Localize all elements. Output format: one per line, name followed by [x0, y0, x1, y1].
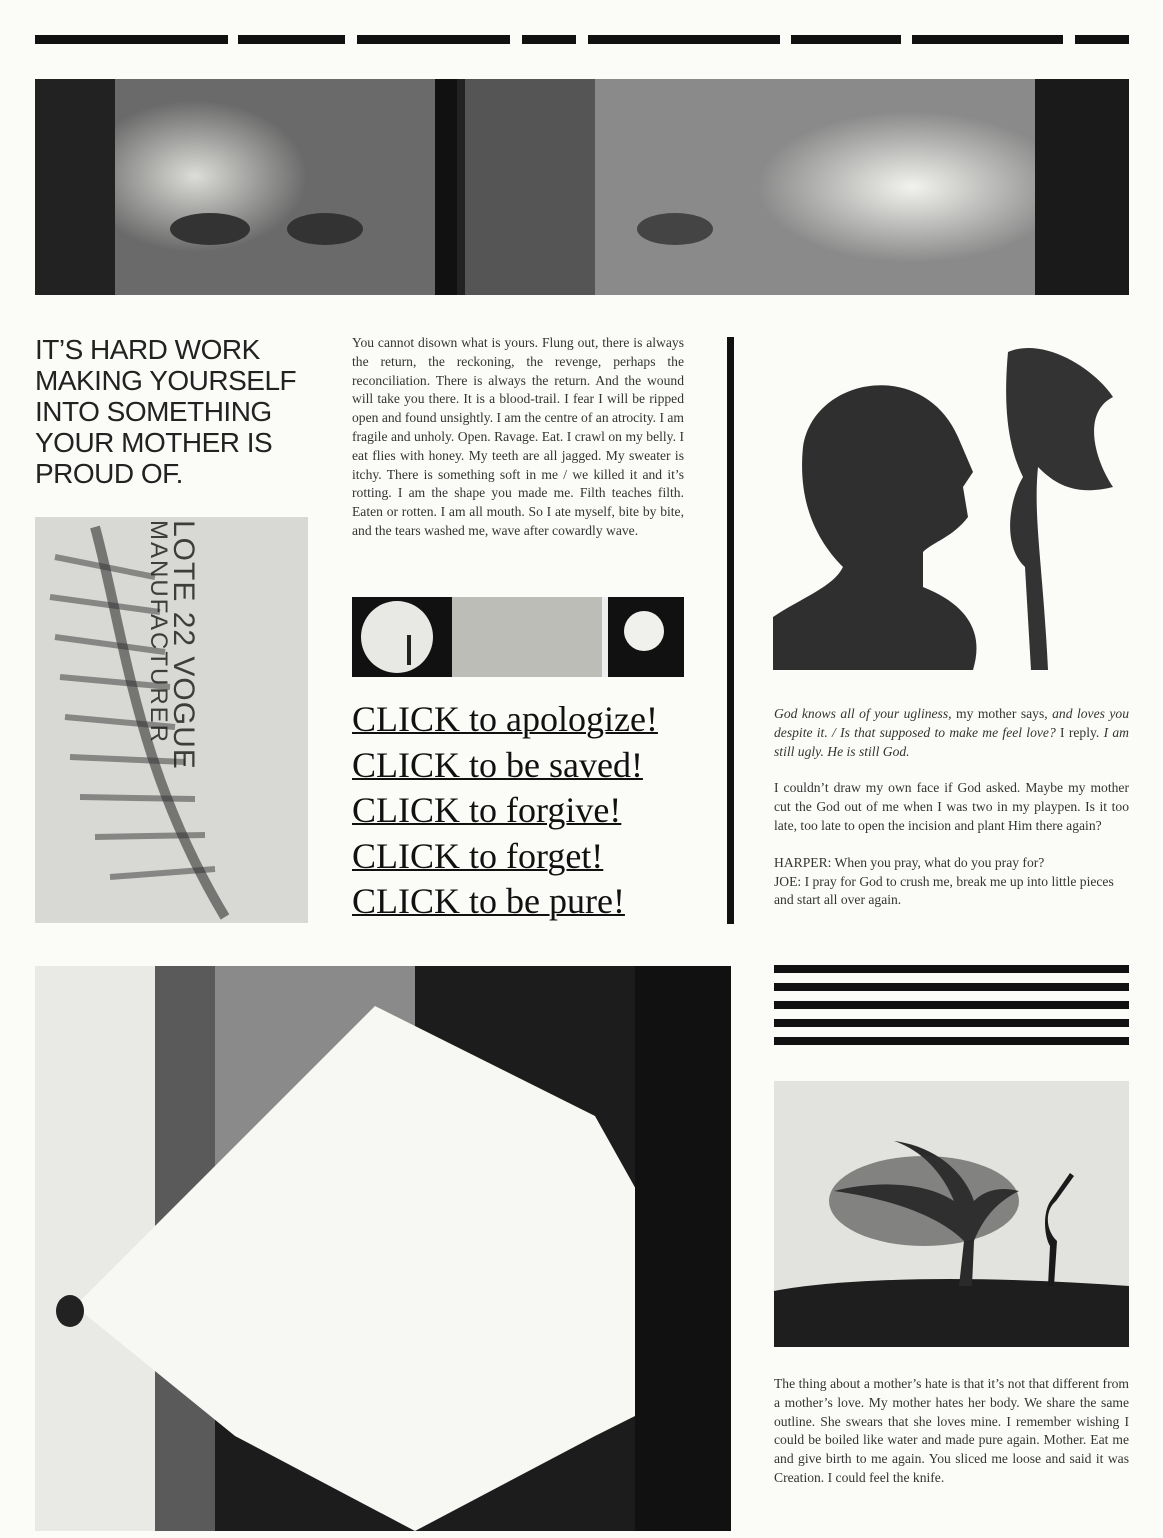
- list-item: [352, 835, 697, 881]
- intro-paragraph: [352, 334, 684, 541]
- faces-banner-image: [35, 79, 1129, 295]
- divider-segment: [588, 35, 780, 44]
- list-item: [352, 744, 697, 790]
- divider-segment: [1075, 35, 1129, 44]
- stacked-bar: [774, 965, 1129, 973]
- click-link-list: [352, 698, 697, 926]
- divider-segment: [357, 35, 510, 44]
- quote-text: I reply.: [1055, 724, 1104, 740]
- click-link-forget[interactable]: CLICK to forget!: [352, 835, 604, 876]
- quote-italic: and loves you despite it. / Is that supposed to make me feel love?: [774, 706, 1129, 740]
- right-column-text: [774, 705, 1129, 910]
- quote-text: my mother says,: [951, 706, 1053, 721]
- stacked-bar: [774, 1001, 1129, 1009]
- android-profile-image: [773, 337, 1129, 670]
- vertical-divider: [727, 337, 734, 924]
- divider-segment: [791, 35, 901, 44]
- quote-italic: I am still ugly. He is still God.: [774, 724, 1129, 759]
- click-link-be-saved[interactable]: CLICK to be saved!: [352, 744, 643, 785]
- divider-segment: [35, 35, 228, 44]
- click-link-forgive[interactable]: CLICK to forgive!: [352, 790, 622, 830]
- windswept-tree-image: [774, 1081, 1129, 1347]
- abstract-light-image: [35, 966, 731, 1531]
- mother-quote-paragraph: [774, 705, 1129, 761]
- stacked-bar: [774, 1019, 1129, 1027]
- click-link-apologize[interactable]: CLICK to apologize!: [352, 699, 658, 739]
- intro-paragraph-text: You cannot disown what is yours. Flung out, there is always the return, the reckoning, the revenge, perhaps the reconciliation. There is always the return. And the wound will take you there. It is a blood-trail. I fear I will be ripped open and found unsightly. I am the centre of an atrocity. I am fragile and unholy. Open. Ravage. Eat. I crawl on my belly. I eat flies with honey. My teeth are all jagged. My sweater is itchy. There is something soft in me / we killed it and it’s rotting. I am the shape you made me. Filth teaches filth. Eaten or rotten. I am all mouth. So I ate myself, bite by bite, and the tears washed me, wave after cowardly wave.: [352, 335, 684, 538]
- dialogue-joe: JOE: I pray for God to crush me, break me up into little pieces and start all over again.: [774, 873, 1114, 908]
- triptych-strip-image: [352, 597, 684, 677]
- quote-italic: God knows all of your ugliness,: [774, 706, 952, 721]
- stacked-bar: [774, 983, 1129, 991]
- draw-face-paragraph: I couldn’t draw my own face if God asked. Maybe my mother cut the God out of me when I was two in my playpen. Is it too late, too late to open the incision and plant Him there again?: [774, 780, 1129, 833]
- stacked-bar: [774, 1037, 1129, 1045]
- list-item: [352, 880, 697, 926]
- divider-segment: [522, 35, 576, 44]
- divider-segment: [238, 35, 345, 44]
- click-link-be-pure[interactable]: CLICK to be pure!: [352, 881, 625, 921]
- closing-paragraph: [774, 1375, 1129, 1488]
- collage-vertical-text: [144, 520, 200, 920]
- list-item: [352, 698, 697, 744]
- divider-segment: [912, 35, 1063, 44]
- closing-paragraph-text: The thing about a mother’s hate is that it’s not that different from a mother’s love. My mother hates her body. We share the same outline. She swears that she loves mine. I remember wishing I could be boiled like water and made pure again. Mother. Eat me and give birth to me again. You sliced me loose and said it was Creation. I could feel the knife.: [774, 1376, 1129, 1485]
- collage-text-line1: LOTE 22 VOGUE: [167, 520, 200, 770]
- dialogue-paragraph: [774, 854, 1129, 910]
- list-item: [352, 789, 697, 835]
- headline: IT’S HARD WORK MAKING YOURSELF INTO SOMETHING YOUR MOTHER IS PROUD OF.: [35, 334, 297, 489]
- collage-text-line2: MANUFACTURER: [145, 520, 172, 745]
- dialogue-harper: HARPER: When you pray, what do you pray for?: [774, 854, 1045, 870]
